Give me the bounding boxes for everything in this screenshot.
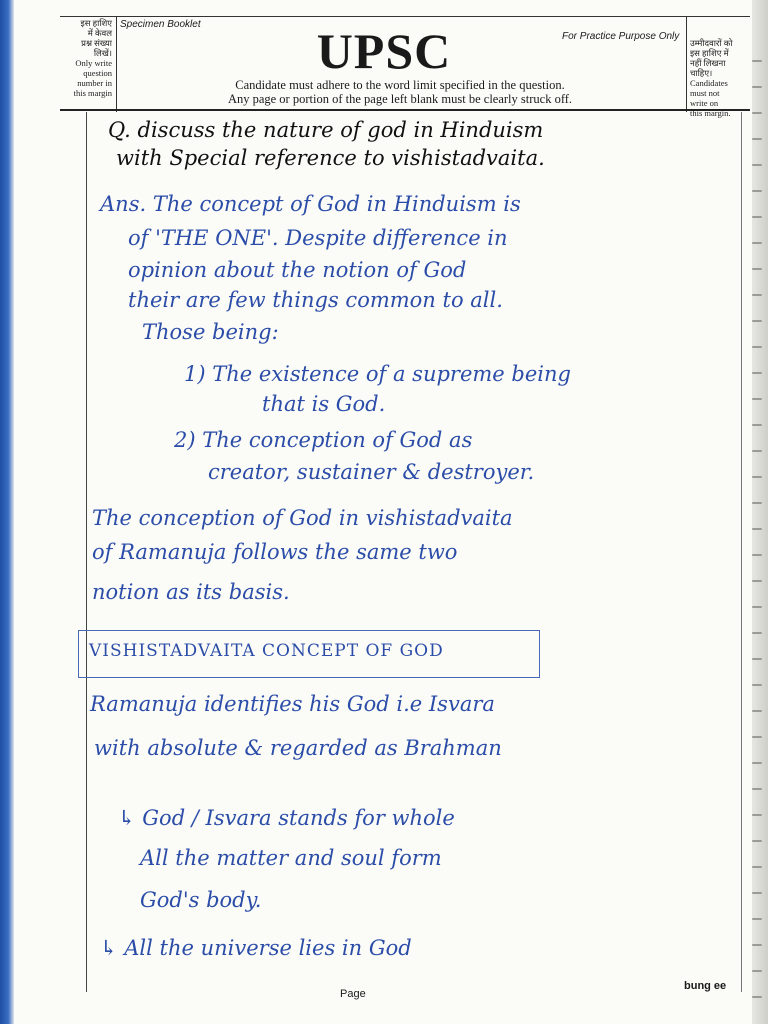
spiral-tick (752, 424, 762, 426)
instructions (120, 78, 680, 106)
bullet-1-line-3: God's body. (140, 888, 262, 912)
spiral-tick (752, 918, 762, 920)
specimen-label: Specimen Booklet (120, 19, 201, 30)
left-margin-hindi-1: इस हाशिए (80, 18, 112, 28)
spiral-tick (752, 320, 762, 322)
spiral-tick (752, 502, 762, 504)
point-2-line-1: 2) The conception of God as (174, 428, 473, 452)
bullet-1-line-2: All the matter and soul form (140, 846, 442, 870)
right-margin-english-3: write on (690, 98, 719, 108)
intro-line-2: of 'THE ONE'. Despite difference in (128, 226, 508, 250)
binding-edge (0, 0, 14, 1024)
spiral-tick (752, 528, 762, 530)
practice-label: For Practice Purpose Only (562, 31, 680, 42)
bullet-2-line-1: ↳ All the universe lies in God (100, 936, 412, 960)
question-line-1: Q. discuss the nature of god in Hinduism (108, 118, 544, 142)
intro-line-3: opinion about the notion of God (128, 258, 467, 282)
ramanuja-line-2: with absolute & regarded as Brahman (94, 736, 502, 760)
spiral-tick (752, 606, 762, 608)
spiral-tick (752, 216, 762, 218)
spiral-tick (752, 138, 762, 140)
right-margin-hindi-4: चाहिए। (690, 68, 713, 78)
spiral-tick (752, 580, 762, 582)
spiral-tick (752, 632, 762, 634)
left-margin-english-3: number in (77, 78, 112, 88)
left-margin-hindi-4: लिखें। (93, 48, 112, 58)
point-1-line-2: that is God. (262, 392, 386, 416)
spiral-tick (752, 476, 762, 478)
left-margin-english-1: Only write (75, 58, 112, 68)
spiral-tick (752, 268, 762, 270)
spiral-tick (752, 944, 762, 946)
left-margin-english-4: this margin (73, 88, 112, 98)
conception-line-3: notion as its basis. (92, 580, 290, 604)
bullet-1-line-1: ↳ God / Isvara stands for whole (118, 806, 455, 830)
spiral-tick (752, 372, 762, 374)
spiral-tick (752, 294, 762, 296)
spiral-tick (752, 112, 762, 114)
right-margin-english-1: Candidates (690, 78, 728, 88)
spiral-tick (752, 866, 762, 868)
spiral-tick (752, 86, 762, 88)
page-label: Page (340, 988, 366, 1000)
spiral-binding (748, 0, 762, 1024)
left-margin-english-2: question (83, 68, 112, 78)
spiral-tick (752, 892, 762, 894)
point-1-line-1: 1) The existence of a supreme being (184, 362, 571, 386)
spiral-tick (752, 164, 762, 166)
header-top-rule (60, 16, 750, 17)
spiral-tick (752, 450, 762, 452)
spiral-tick (752, 684, 762, 686)
page-title: UPSC (316, 23, 452, 79)
left-margin-hindi-3: प्रश्न संख्या (81, 38, 112, 48)
spiral-tick (752, 762, 762, 764)
instruction-line-2: Any page or portion of the page left blank must be clearly struck off. (227, 92, 573, 106)
right-margin-hindi-3: नहीं लिखना (690, 58, 726, 68)
ramanuja-line-1: Ramanuja identifies his God i.e Isvara (90, 692, 495, 716)
brand-logo: bung ee (684, 980, 727, 992)
instruction-line-1: Candidate must adhere to the word limit specified in the question. (235, 78, 565, 92)
right-margin-hindi-1: उम्मीदवारों को (690, 38, 733, 48)
spiral-tick (752, 788, 762, 790)
spiral-tick (752, 710, 762, 712)
section-heading-box (78, 630, 540, 678)
left-margin-hindi-2: में केवल (87, 28, 112, 38)
spiral-tick (752, 242, 762, 244)
spiral-tick (752, 658, 762, 660)
section-heading: VISHISTADVAITA CONCEPT OF GOD (89, 641, 444, 661)
intro-line-5: Those being: (142, 320, 279, 344)
conception-line-1: The conception of God in vishistadvaita (92, 506, 513, 530)
spiral-tick (752, 840, 762, 842)
right-margin-hindi-2: इस हाशिए में (690, 48, 729, 58)
point-2-line-2: creator, sustainer & destroyer. (208, 460, 535, 484)
question-line-2: with Special reference to vishistadvaita. (116, 146, 545, 170)
conception-line-2: of Ramanuja follows the same two (92, 540, 458, 564)
intro-line-1: Ans. The concept of God in Hinduism is (100, 192, 521, 216)
spiral-tick (752, 970, 762, 972)
right-margin-english-2: must not (690, 88, 720, 98)
spiral-tick (752, 554, 762, 556)
spiral-tick (752, 398, 762, 400)
right-margin-english-4: this margin. (690, 108, 731, 118)
intro-line-4: their are few things common to all. (128, 288, 503, 312)
answer-right-rule (741, 112, 742, 992)
header-bottom-rule (60, 109, 750, 111)
spiral-tick (752, 346, 762, 348)
spiral-tick (752, 996, 762, 998)
spiral-tick (752, 190, 762, 192)
spiral-tick (752, 736, 762, 738)
answer-left-rule (86, 112, 87, 992)
spiral-tick (752, 814, 762, 816)
